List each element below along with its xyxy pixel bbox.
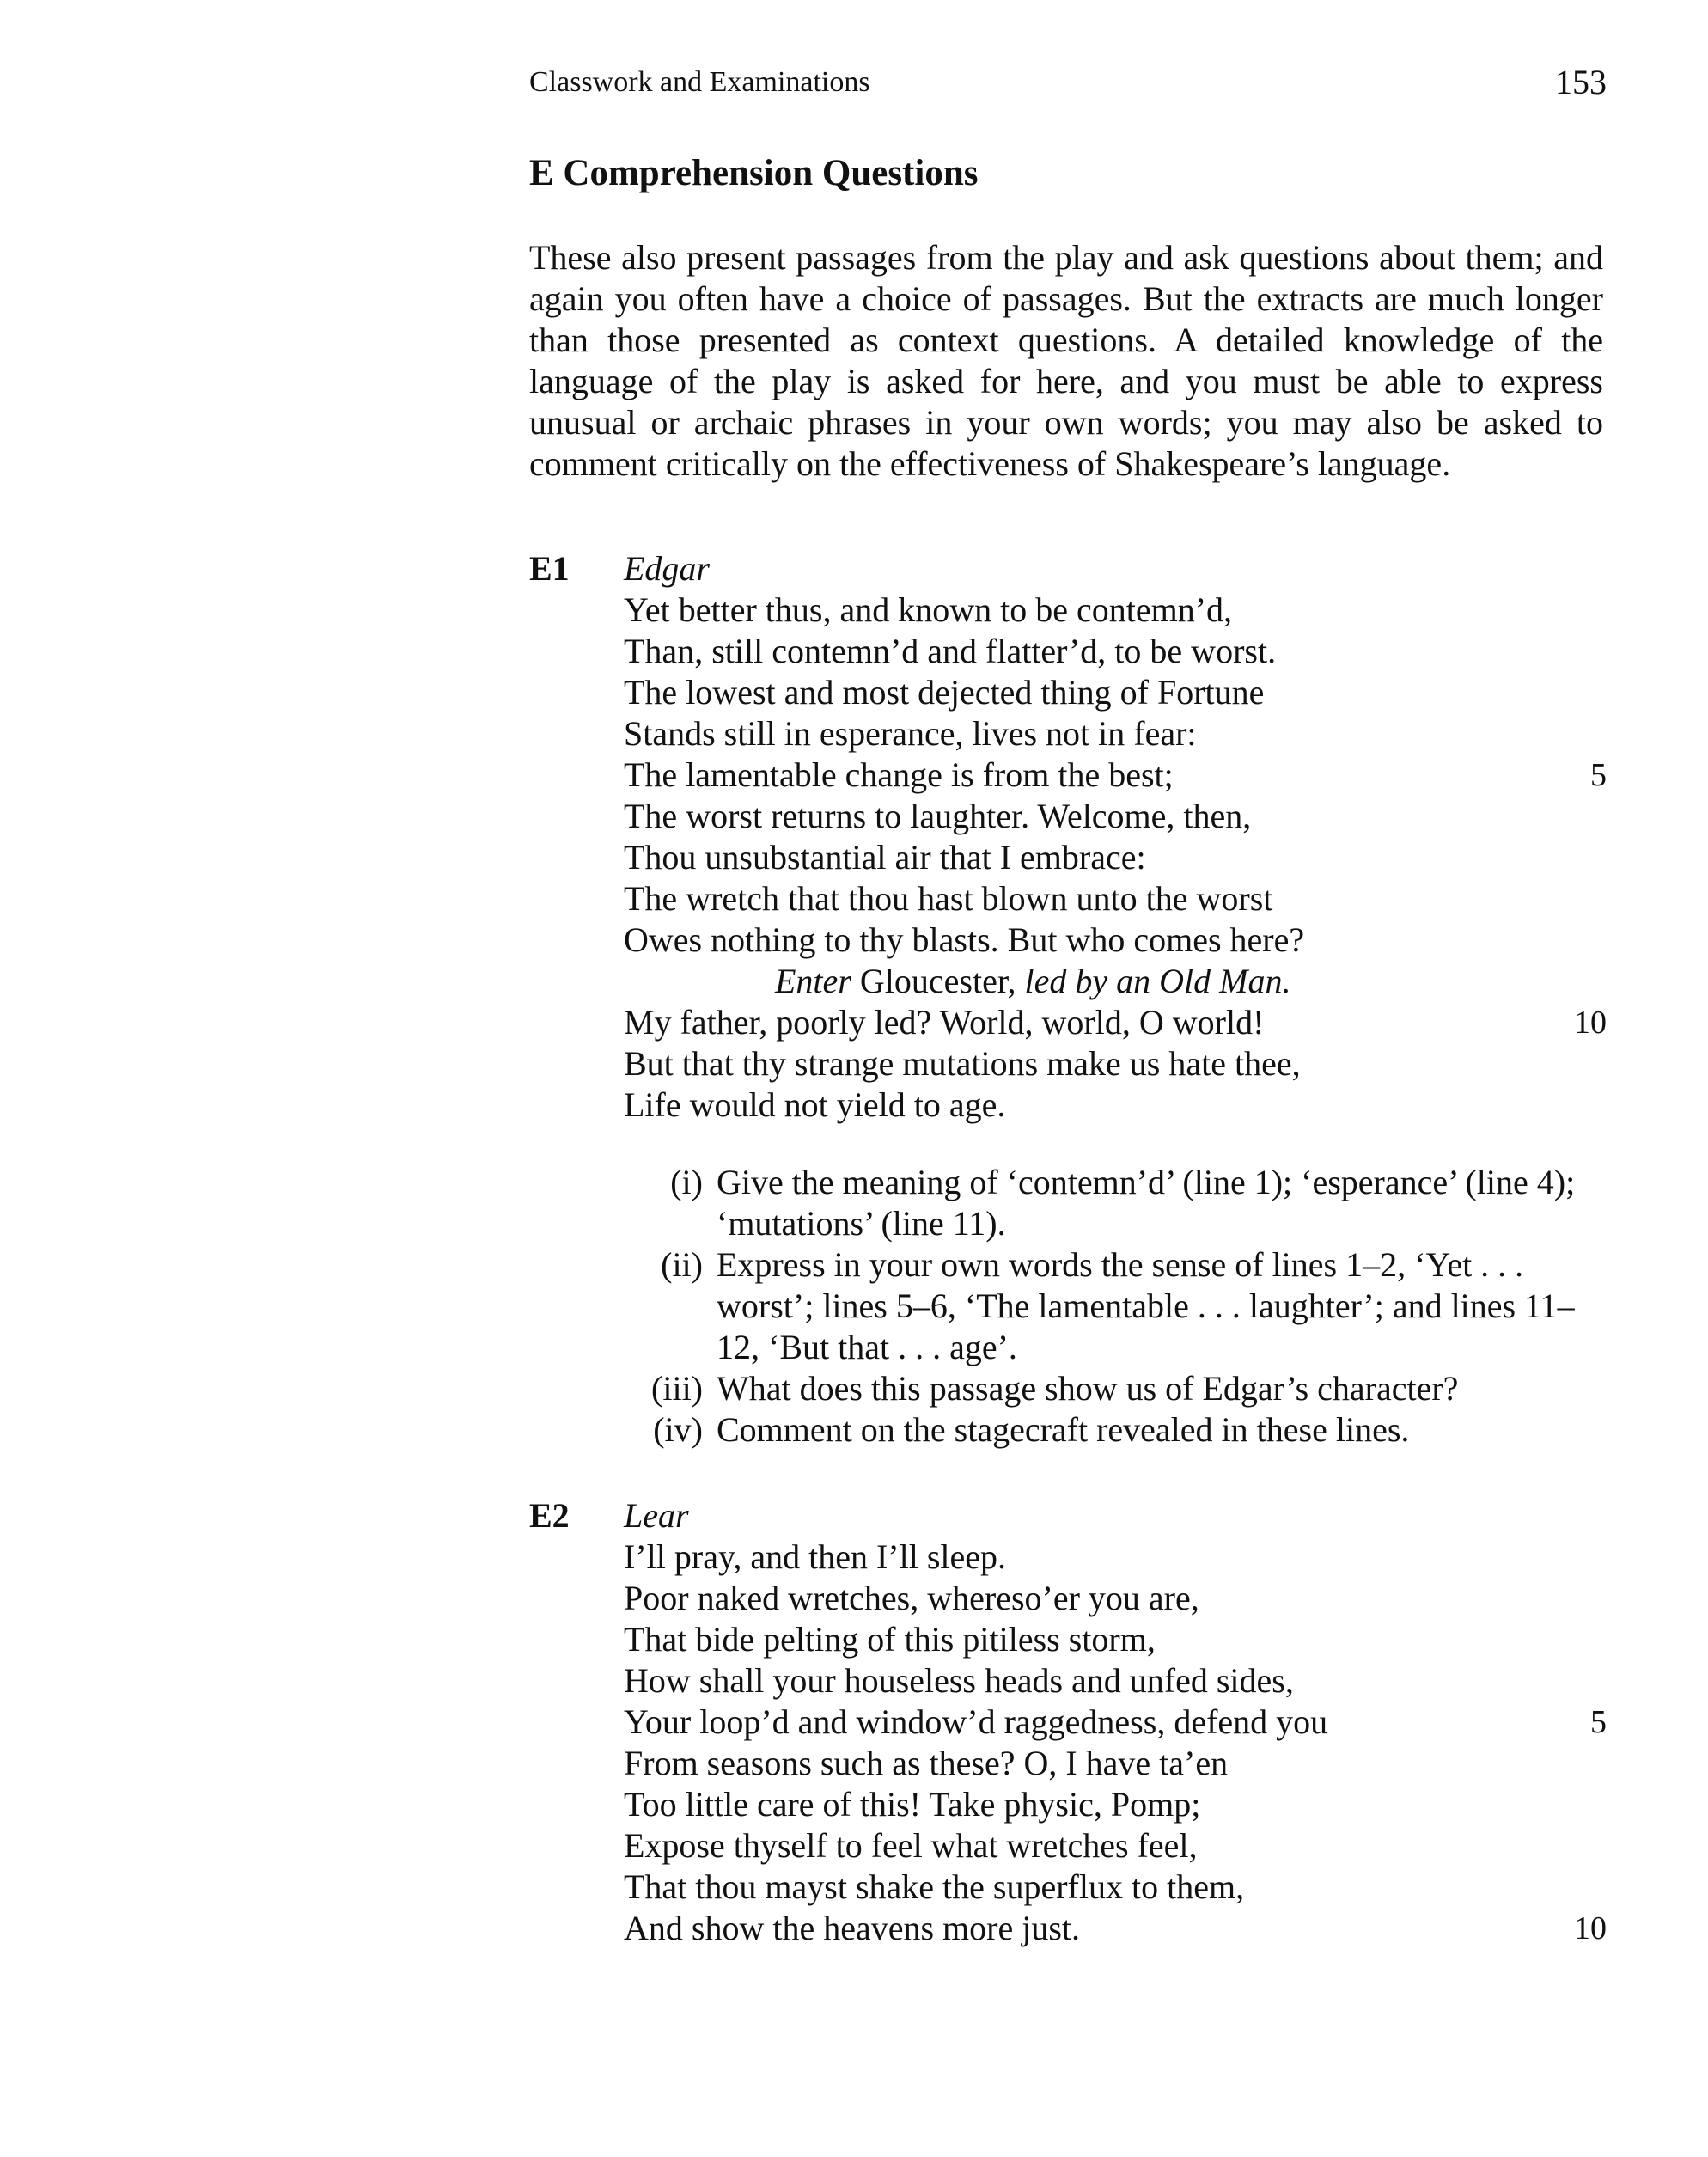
- verse-line: [624, 1702, 1607, 1743]
- verse-line: [624, 631, 1607, 672]
- question-text: Comment on the stagecraft revealed in these lines.: [717, 1410, 1410, 1449]
- verse-line: [624, 1867, 1607, 1908]
- verse-text: The lamentable change is from the best;: [624, 755, 1174, 794]
- verse-line: [624, 1784, 1607, 1825]
- verse-text: Owes nothing to thy blasts. But who comes here?: [624, 920, 1305, 959]
- verse-line: [624, 590, 1607, 631]
- verse-text: The lowest and most dejected thing of Fortune: [624, 673, 1265, 712]
- verse-line: [624, 1043, 1607, 1085]
- section-heading: E Comprehension Questions: [529, 153, 979, 193]
- verse-line: [624, 1660, 1607, 1702]
- verse-text: The wretch that thou hast blown unto the worst: [624, 879, 1273, 918]
- verse-line: [624, 1908, 1607, 1949]
- question-number: (i): [670, 1163, 703, 1201]
- question-item: [624, 1409, 1607, 1451]
- verse-text: Poor naked wretches, whereso’er you are,: [624, 1579, 1199, 1617]
- stage-direction: [624, 961, 1607, 1002]
- verse-text: From seasons such as these? O, I have ta’en: [624, 1744, 1229, 1782]
- page-number: 153: [1555, 63, 1607, 101]
- verse-text: Yet better thus, and known to be contemn’d,: [624, 590, 1233, 629]
- verse-text: Life would not yield to age.: [624, 1085, 1006, 1124]
- verse-line: [624, 1002, 1607, 1043]
- extract-label-e2: E2: [529, 1496, 570, 1535]
- line-number: 5: [1590, 757, 1607, 793]
- verse-text: I’ll pray, and then I’ll sleep.: [624, 1537, 1007, 1576]
- verse-line: [624, 920, 1607, 961]
- question-item: [624, 1244, 1607, 1368]
- verse-text: Your loop’d and window’d raggedness, defend you: [624, 1702, 1328, 1741]
- question-text: What does this passage show us of Edgar’s character?: [717, 1369, 1459, 1408]
- verse-line: [624, 1743, 1607, 1784]
- question-number: (iv): [653, 1410, 703, 1449]
- verse-text: That bide pelting of this pitiless storm,: [624, 1620, 1156, 1659]
- question-item: [624, 1368, 1607, 1409]
- question-text: Express in your own words the sense of lines 1–2, ‘Yet . . . worst’; lines 5–6, ‘The lamentable . . . laughter’; and lines 11–12, ‘But that . . . age’.: [717, 1245, 1575, 1366]
- extract-label-e1: E1: [529, 549, 570, 588]
- verse-line: [624, 1085, 1607, 1126]
- verse-line: [624, 796, 1607, 837]
- verse-text: The worst returns to laughter. Welcome, then,: [624, 797, 1252, 835]
- stage-direction-enter: Enter: [775, 962, 851, 1000]
- verse-line: [624, 1537, 1607, 1578]
- verse-text: How shall your houseless heads and unfed sides,: [624, 1661, 1294, 1700]
- question-text: Give the meaning of ‘contemn’d’ (line 1); ‘esperance’ (line 4); ‘mutations’ (line 11).: [717, 1163, 1576, 1243]
- verse-text: And show the heavens more just.: [624, 1909, 1081, 1947]
- verse-line: [624, 878, 1607, 920]
- question-item: [624, 1162, 1607, 1244]
- verse-text: Thou unsubstantial air that I embrace:: [624, 838, 1146, 877]
- verse-text: Too little care of this! Take physic, Pomp;: [624, 1785, 1201, 1824]
- speaker-name: Edgar: [624, 549, 710, 588]
- questions-e1: [624, 1162, 1607, 1451]
- question-number: (iii): [651, 1369, 703, 1408]
- verse-line: [624, 755, 1607, 796]
- verse-line: [624, 713, 1607, 755]
- verse-line: [624, 1825, 1607, 1867]
- speaker-name: Lear: [624, 1496, 689, 1535]
- verse-line: [624, 1578, 1607, 1619]
- verse-line: [624, 1619, 1607, 1660]
- verse-text: My father, poorly led? World, world, O world!: [624, 1003, 1265, 1042]
- line-number: 10: [1574, 1910, 1607, 1946]
- verse-text: Than, still contemn’d and flatter’d, to be worst.: [624, 632, 1277, 670]
- stage-direction-rest: led by an Old Man.: [1024, 962, 1291, 1000]
- question-number: (ii): [661, 1245, 703, 1284]
- extract-e1: [624, 548, 1607, 1126]
- verse-text: But that thy strange mutations make us hate thee,: [624, 1044, 1301, 1083]
- line-number: 10: [1574, 1005, 1607, 1041]
- extract-e2: [624, 1495, 1607, 1949]
- line-number: 5: [1590, 1704, 1607, 1740]
- verse-text: Expose thyself to feel what wretches feel,: [624, 1826, 1198, 1865]
- verse-text: That thou mayst shake the superflux to them,: [624, 1867, 1245, 1906]
- stage-direction-character: Gloucester,: [859, 962, 1016, 1000]
- intro-paragraph: These also present passages from the play and ask questions about them; and again you often have a choice of passages. But the extracts are much longer than those presented as context questions. A detailed knowledge of the language of the play is asked for here, and you must be able to express unusual or archaic phrases in your own words; you may also be asked to comment critically on the effectiveness of Shakespeare’s language.: [529, 238, 1603, 483]
- verse-line: [624, 672, 1607, 713]
- verse-text: Stands still in esperance, lives not in fear:: [624, 714, 1197, 753]
- running-head: Classwork and Examinations: [529, 66, 870, 98]
- verse-line: [624, 837, 1607, 878]
